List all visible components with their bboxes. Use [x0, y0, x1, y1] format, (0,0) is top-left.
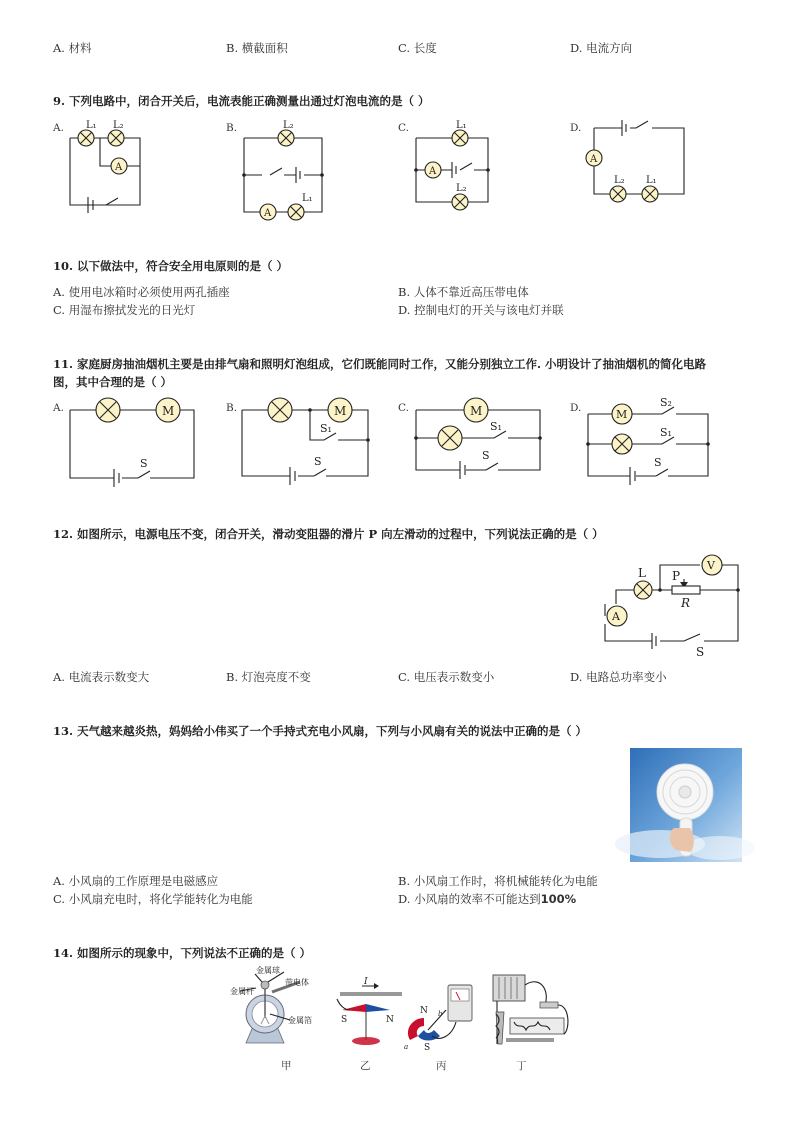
- q9d-ammeter-label: A: [590, 154, 598, 165]
- q8-option-d: D. 电流方向: [570, 41, 633, 55]
- q14-current-label: I: [364, 977, 368, 987]
- q11d-switch2-label: S₂: [660, 396, 672, 409]
- q11-option-a-letter: A.: [53, 402, 64, 414]
- q11-stem-line1: 11. 家庭厨房抽油烟机主要是由排气扇和照明灯泡组成，它们既能同时工作，又能分别独立工作. 小明设计了抽油烟机的简化电路: [53, 357, 707, 371]
- q9-option-b-letter: B.: [226, 122, 238, 134]
- q14-bing-s-label: S: [424, 1043, 431, 1053]
- q14-caption-bing: 丙: [436, 1060, 447, 1072]
- q13-option-d-text: D. 小风扇的效率不可能达到: [398, 892, 541, 906]
- q11-option-c-letter: C.: [398, 402, 409, 414]
- q10-stem: 10. 以下做法中，符合安全用电原则的是（ ）: [53, 259, 289, 273]
- q12-lamp-label: L: [638, 566, 646, 580]
- q14-bing-n-label: N: [420, 1006, 428, 1016]
- q9-option-c-letter: C.: [398, 122, 409, 134]
- q14-stem: 14. 如图所示的现象中，下列说法不正确的是（ ）: [53, 946, 312, 960]
- q11b-switch-label: S: [314, 455, 322, 468]
- q14-caption-yi: 乙: [360, 1060, 371, 1072]
- q11b-switch1-label: S₁: [320, 422, 332, 435]
- q9a-lamp1-label: L₁: [86, 120, 97, 131]
- q14-a-label: a: [404, 1043, 409, 1051]
- q11a-motor-label: M: [162, 404, 175, 418]
- q12-stem: 12. 如图所示，电源电压不变，闭合开关，滑动变阻器的滑片 P 向左滑动的过程中，下列说法正确的是（ ）: [53, 527, 604, 541]
- q8-option-c: C. 长度: [398, 41, 437, 55]
- q9a-lamp2-label: L₂: [113, 120, 124, 131]
- q13-option-c: C. 小风扇充电时，将化学能转化为电能: [53, 892, 253, 906]
- q9-stem: 9. 下列电路中，闭合开关后，电流表能正确测量出通过灯泡电流的是（ ）: [53, 94, 430, 108]
- q12-option-c: C. 电压表示数变小: [398, 670, 495, 684]
- q14-charged-label: 带电体: [285, 978, 309, 987]
- q10-option-b: B. 人体不靠近高压带电体: [398, 285, 529, 299]
- q11d-switch1-label: S₁: [660, 426, 672, 439]
- q11d-motor-label: M: [616, 408, 628, 421]
- q11-option-d-letter: D.: [570, 402, 582, 414]
- q13-stem: 13. 天气越来越炎热，妈妈给小伟买了一个手持式充电小风扇，下列与小风扇有关的说法中正确的是（ ）: [53, 724, 588, 738]
- q14-ball-label: 金属球: [256, 966, 280, 975]
- q13-option-d-percent: 100%: [540, 892, 577, 906]
- q13-option-b: B. 小风扇工作时，将机械能转化为电能: [398, 874, 598, 888]
- q9-option-a-letter: A.: [53, 122, 64, 134]
- q10-option-c: C. 用湿布擦拭发光的日光灯: [53, 303, 196, 317]
- q12-resistor-label: R: [681, 596, 691, 610]
- q9c-ammeter-label: A: [429, 166, 437, 177]
- q9b-lamp2-label: L₂: [283, 120, 294, 131]
- q9c-lamp2-label: L₂: [456, 183, 467, 194]
- q14-caption-ding: 丁: [516, 1060, 527, 1072]
- q9c-lamp1-label: L₁: [456, 120, 467, 131]
- q13-option-a: A. 小风扇的工作原理是电磁感应: [53, 874, 219, 888]
- q11b-motor-label: M: [334, 404, 347, 418]
- q11-option-b-letter: B.: [226, 402, 238, 414]
- q12-ammeter-label: A: [612, 610, 620, 623]
- q9a-ammeter-label: A: [115, 162, 123, 173]
- q8-option-b: B. 横截面积: [226, 41, 288, 55]
- q14-b-label: b: [438, 1010, 443, 1018]
- q10-option-a: A. 使用电冰箱时必须使用两孔插座: [53, 285, 230, 299]
- q14-foil-label: 金属箔: [288, 1016, 312, 1025]
- q9d-lamp1-label: L₁: [646, 175, 657, 186]
- q9b-lamp1-label: L₁: [302, 193, 313, 204]
- q12-voltmeter-label: V: [707, 559, 715, 572]
- q11c-switch-label: S: [482, 449, 490, 462]
- q9b-ammeter-label: A: [264, 208, 272, 219]
- q12-option-b: B. 灯泡亮度不变: [226, 670, 311, 684]
- q12-option-d: D. 电路总功率变小: [570, 670, 667, 684]
- q10-option-d: D. 控制电灯的开关与该电灯并联: [398, 303, 564, 317]
- q14-caption-jia: 甲: [281, 1060, 292, 1072]
- q14-yi-s-label: S: [341, 1015, 348, 1025]
- q14-rod-label: 金属杆: [230, 987, 254, 996]
- q11c-switch1-label: S₁: [490, 420, 502, 433]
- q12-option-a: A. 电流表示数变大: [53, 670, 150, 684]
- q14-yi-n-label: N: [386, 1015, 394, 1025]
- q9d-lamp2-label: L₂: [614, 175, 625, 186]
- q11-stem-line2: 图，其中合理的是（ ）: [53, 375, 173, 389]
- q12-slider-label: P: [672, 569, 681, 583]
- q8-option-a: A. 材料: [53, 41, 92, 55]
- q12-switch-label: S: [696, 645, 705, 659]
- q11a-switch-label: S: [140, 457, 148, 470]
- q11d-switch-label: S: [654, 456, 662, 469]
- q11c-motor-label: M: [470, 404, 483, 418]
- q9-option-d-letter: D.: [570, 122, 582, 134]
